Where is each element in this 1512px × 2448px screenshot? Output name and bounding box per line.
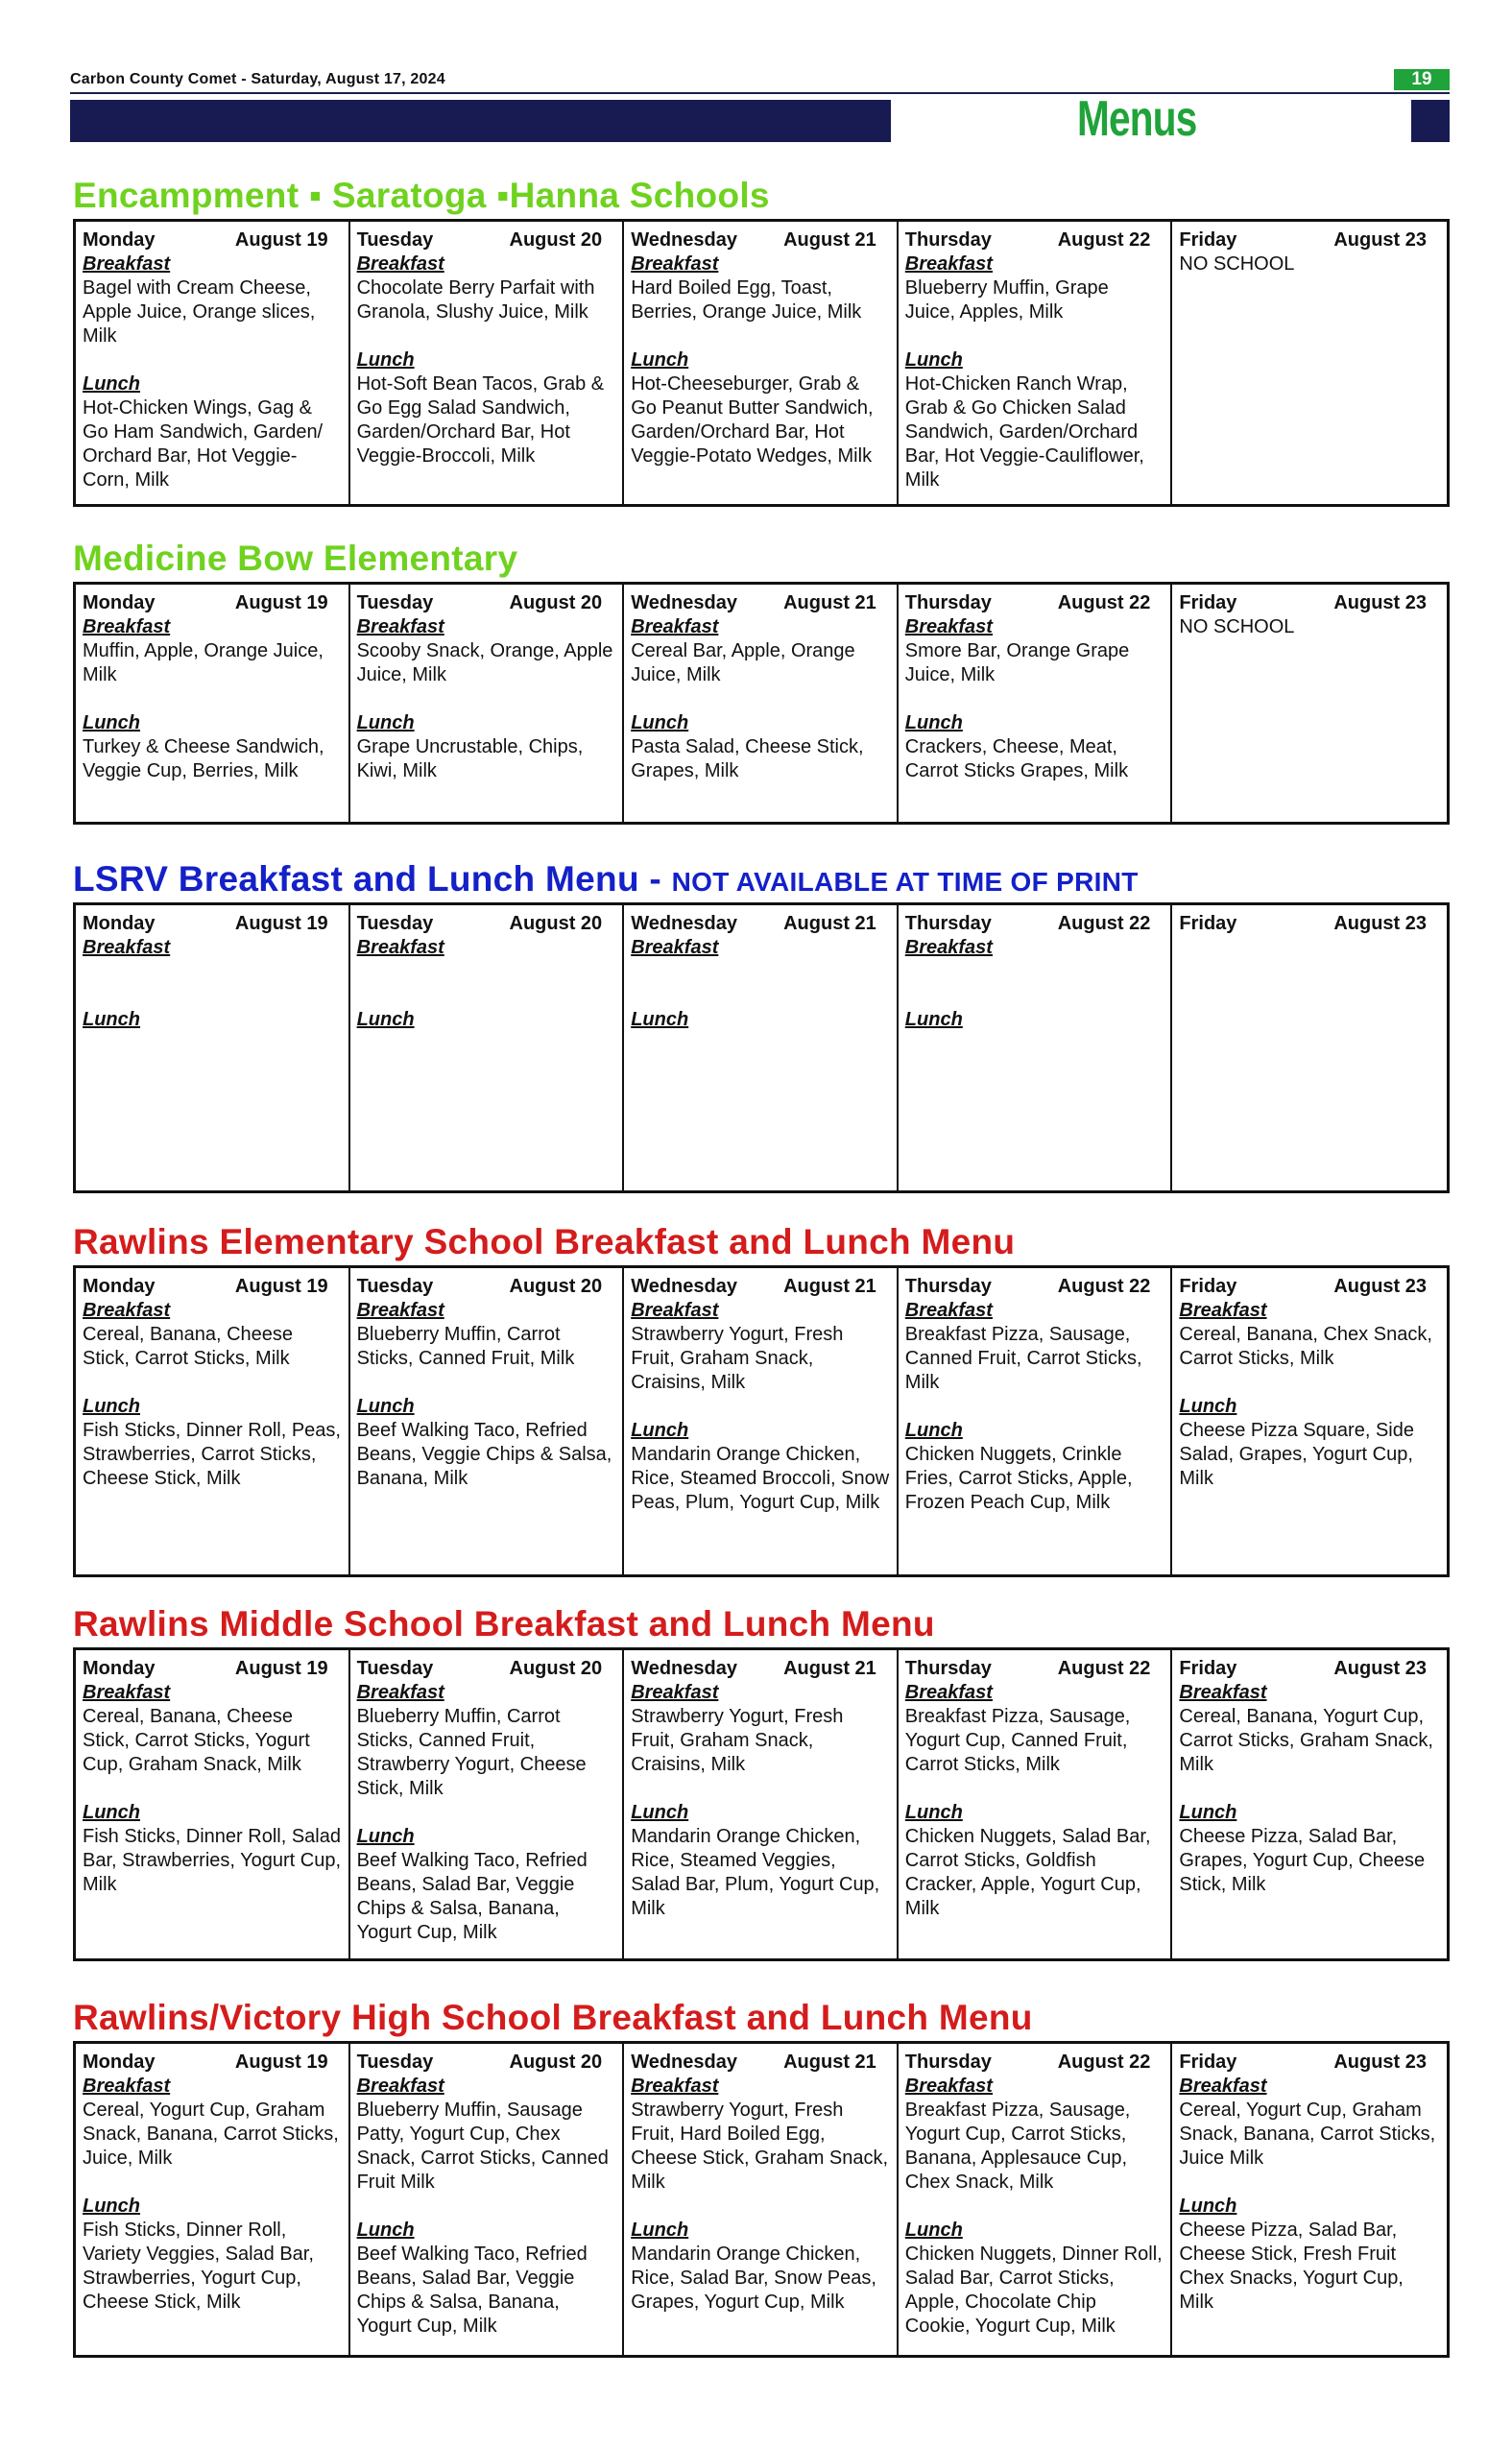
day-name: Thursday <box>904 592 992 613</box>
breakfast-items: Breakfast Pizza, Sausage, Yogurt Cup, Canned Fruit, Carrot Sticks, Milk <box>904 1706 1131 1775</box>
lunch-label: Lunch <box>1179 2196 1237 2217</box>
lunch-label: Lunch <box>631 1802 689 1823</box>
breakfast-items: Cereal, Yogurt Cup, Graham Snack, Banana, Carrot Sticks, Juice, Milk <box>83 2100 339 2169</box>
breakfast-label: Breakfast <box>83 937 171 958</box>
lunch-label: Lunch <box>1179 1396 1237 1417</box>
day-cell-tuesday <box>350 905 625 1190</box>
breakfast-label: Breakfast <box>83 2076 171 2097</box>
day-name: Tuesday <box>356 229 434 251</box>
day-name: Friday <box>1179 229 1237 251</box>
lunch-items: Beef Walking Taco, Refried Beans, Veggie Chips & Salsa, Banana, Milk <box>356 1420 612 1489</box>
breakfast-label: Breakfast <box>356 253 444 275</box>
breakfast-items: Cereal, Banana, Cheese Stick, Carrot Sticks, Milk <box>83 1324 294 1369</box>
lunch-label: Lunch <box>83 1802 140 1823</box>
section-title-text: Rawlins/Victory High School Breakfast and Lunch Menu <box>73 1998 1033 2037</box>
day-name: Thursday <box>904 2052 992 2073</box>
day-date: August 20 <box>509 592 603 613</box>
breakfast-items: Breakfast Pizza, Sausage, Canned Fruit, Carrot Sticks, Milk <box>904 1324 1142 1393</box>
day-name: Monday <box>83 913 156 934</box>
day-header <box>905 228 1164 252</box>
day-date: August 21 <box>783 1658 876 1679</box>
breakfast-label: Breakfast <box>1179 1682 1267 1703</box>
breakfast-label: Breakfast <box>904 1682 993 1703</box>
breakfast-label: Breakfast <box>1179 1300 1267 1321</box>
section-title-text: LSRV Breakfast and Lunch Menu - <box>73 859 672 899</box>
day-cell-thursday <box>899 1268 1173 1574</box>
day-header <box>83 591 342 615</box>
day-cell-wednesday <box>624 1650 899 1958</box>
lunch-label: Lunch <box>631 2220 689 2241</box>
menu-grid <box>73 219 1450 507</box>
day-cell-friday <box>1172 585 1447 822</box>
day-header <box>83 2051 342 2075</box>
day-cell-monday <box>76 905 350 1190</box>
day-date: August 20 <box>509 1276 603 1297</box>
breakfast-label: Breakfast <box>904 1300 993 1321</box>
day-cell-wednesday <box>624 2044 899 2355</box>
breakfast-label: Breakfast <box>83 253 171 275</box>
breakfast-items: Blueberry Muffin, Carrot Sticks, Canned Fruit, Strawberry Yogurt, Cheese Stick, Milk <box>356 1706 587 1799</box>
school-section-0 <box>73 173 1450 507</box>
breakfast-label: Breakfast <box>1179 2076 1267 2097</box>
day-header <box>357 2051 616 2075</box>
lunch-items: Chicken Nuggets, Crinkle Fries, Carrot Sticks, Apple, Frozen Peach Cup, Milk <box>904 1444 1133 1513</box>
breakfast-label: Breakfast <box>83 616 171 637</box>
lunch-items: Mandarin Orange Chicken, Rice, Steamed Veggies, Salad Bar, Plum, Yogurt Cup, Milk <box>631 1826 880 1919</box>
day-cell-monday <box>76 1650 350 1958</box>
header-rule <box>70 92 1450 94</box>
day-date: August 23 <box>1333 1658 1427 1679</box>
day-cell-monday <box>76 222 350 504</box>
breakfast-items: Cereal, Banana, Chex Snack, Carrot Sticks, Milk <box>1179 1324 1432 1369</box>
breakfast-items: Breakfast Pizza, Sausage, Yogurt Cup, Carrot Sticks, Banana, Applesauce Cup, Chex Snack, Milk <box>904 2100 1131 2193</box>
day-header <box>1179 2051 1440 2075</box>
breakfast-items: Strawberry Yogurt, Fresh Fruit, Graham Snack, Craisins, Milk <box>631 1324 844 1393</box>
school-section-3 <box>73 1219 1450 1577</box>
breakfast-label: Breakfast <box>631 937 719 958</box>
day-header <box>357 912 616 936</box>
breakfast-label: Breakfast <box>356 2076 444 2097</box>
day-date: August 23 <box>1333 1276 1427 1297</box>
day-header <box>631 2051 890 2075</box>
lunch-items: Hot-Cheeseburger, Grab & Go Peanut Butter Sandwich, Garden/Orchard Bar, Hot Veggie-Potato Wedges, Milk <box>631 373 874 467</box>
day-header <box>1179 1275 1440 1299</box>
breakfast-items: Cereal, Banana, Cheese Stick, Carrot Sticks, Yogurt Cup, Graham Snack, Milk <box>83 1706 310 1775</box>
breakfast-label: Breakfast <box>631 2076 719 2097</box>
newspaper-header-line: Carbon County Comet - Saturday, August 17, 2024 <box>70 71 445 87</box>
day-cell-wednesday <box>624 585 899 822</box>
breakfast-items: Blueberry Muffin, Sausage Patty, Yogurt Cup, Chex Snack, Carrot Sticks, Canned Fruit Milk <box>356 2100 609 2193</box>
day-cell-thursday <box>899 585 1173 822</box>
day-header <box>1179 591 1440 615</box>
menus-title: Menus <box>1077 91 1197 147</box>
day-name: Monday <box>83 1658 156 1679</box>
lunch-label: Lunch <box>904 712 963 733</box>
lunch-items: Grape Uncrustable, Chips, Kiwi, Milk <box>356 736 584 781</box>
lunch-label: Lunch <box>356 712 415 733</box>
breakfast-items: Chocolate Berry Parfait with Granola, Slushy Juice, Milk <box>356 277 595 323</box>
lunch-label: Lunch <box>904 1420 963 1441</box>
day-header <box>357 1275 616 1299</box>
lunch-items: Beef Walking Taco, Refried Beans, Salad Bar, Veggie Chips & Salsa, Banana, Yogurt Cup, Milk <box>356 1850 588 1943</box>
lunch-items: Hot-Chicken Wings, Gag & Go Ham Sandwich, Garden/ Orchard Bar, Hot Veggie-Corn, Milk <box>83 397 324 491</box>
day-name: Tuesday <box>356 1658 434 1679</box>
lunch-label: Lunch <box>356 1396 415 1417</box>
lunch-items: Chicken Nuggets, Dinner Roll, Salad Bar, Carrot Sticks, Apple, Chocolate Chip Cookie, Yogurt Cup, Milk <box>904 2244 1163 2337</box>
day-name: Wednesday <box>631 913 737 934</box>
day-name: Friday <box>1179 1276 1237 1297</box>
lunch-label: Lunch <box>83 712 140 733</box>
day-name: Wednesday <box>631 1276 737 1297</box>
lunch-items: Hot-Soft Bean Tacos, Grab & Go Egg Salad Sandwich, Garden/Orchard Bar, Hot Veggie-Broccoli, Milk <box>356 373 605 467</box>
breakfast-label: Breakfast <box>356 616 444 637</box>
school-section-2 <box>73 856 1450 1193</box>
day-cell-friday <box>1172 222 1447 504</box>
day-cell-monday <box>76 2044 350 2355</box>
section-title-text: Rawlins Elementary School Breakfast and Lunch Menu <box>73 1222 1016 1261</box>
day-name: Friday <box>1179 1658 1237 1679</box>
day-header <box>631 591 890 615</box>
day-header <box>83 912 342 936</box>
day-name: Tuesday <box>356 1276 434 1297</box>
breakfast-items: Blueberry Muffin, Carrot Sticks, Canned Fruit, Milk <box>356 1324 575 1369</box>
day-cell-wednesday <box>624 1268 899 1574</box>
day-date: August 20 <box>509 229 603 251</box>
breakfast-label: Breakfast <box>904 616 993 637</box>
day-header <box>905 1275 1164 1299</box>
day-cell-thursday <box>899 2044 1173 2355</box>
navy-banner <box>70 100 891 142</box>
day-date: August 21 <box>783 2052 876 2073</box>
day-cell-monday <box>76 585 350 822</box>
section-title <box>73 173 1450 219</box>
breakfast-label: Breakfast <box>356 1300 444 1321</box>
day-cell-thursday <box>899 905 1173 1190</box>
section-title-text: Medicine Bow Elementary <box>73 539 518 578</box>
breakfast-label: Breakfast <box>904 253 993 275</box>
section-title <box>73 536 1450 582</box>
breakfast-label: Breakfast <box>631 616 719 637</box>
lunch-items: Fish Sticks, Dinner Roll, Salad Bar, Strawberries, Yogurt Cup, Milk <box>83 1826 342 1895</box>
page-number: 19 <box>1394 69 1450 90</box>
lunch-label: Lunch <box>631 712 689 733</box>
day-name: Monday <box>83 592 156 613</box>
breakfast-items: Muffin, Apple, Orange Juice, Milk <box>83 640 324 685</box>
day-name: Wednesday <box>631 229 737 251</box>
day-date: August 19 <box>234 1658 328 1679</box>
day-name: Wednesday <box>631 2052 737 2073</box>
lunch-items: Beef Walking Taco, Refried Beans, Salad Bar, Veggie Chips & Salsa, Banana, Yogurt Cup, Milk <box>356 2244 588 2337</box>
day-cell-tuesday <box>350 1268 625 1574</box>
day-date: August 22 <box>1057 592 1151 613</box>
day-date: August 19 <box>234 913 328 934</box>
day-header <box>631 1657 890 1681</box>
lunch-label: Lunch <box>631 1420 689 1441</box>
lunch-label: Lunch <box>83 1009 140 1030</box>
lunch-label: Lunch <box>356 1009 415 1030</box>
day-name: Thursday <box>904 229 992 251</box>
menu-grid <box>73 1265 1450 1577</box>
lunch-label: Lunch <box>83 373 140 395</box>
section-title <box>73 1995 1450 2041</box>
day-date: August 21 <box>783 913 876 934</box>
school-section-5 <box>73 1995 1450 2358</box>
section-subtitle: NOT AVAILABLE AT TIME OF PRINT <box>671 867 1139 897</box>
day-header <box>631 1275 890 1299</box>
navy-square <box>1411 100 1450 142</box>
day-date: August 20 <box>509 913 603 934</box>
day-date: August 19 <box>234 1276 328 1297</box>
breakfast-label: Breakfast <box>356 937 444 958</box>
breakfast-items: Cereal, Banana, Yogurt Cup, Carrot Sticks, Graham Snack, Milk <box>1179 1706 1433 1775</box>
day-header <box>905 591 1164 615</box>
menu-grid <box>73 582 1450 825</box>
breakfast-label: Breakfast <box>631 253 719 275</box>
day-header <box>631 912 890 936</box>
section-title <box>73 856 1450 902</box>
breakfast-label: Breakfast <box>83 1300 171 1321</box>
day-date: August 22 <box>1057 1658 1151 1679</box>
lunch-items: Cheese Pizza, Salad Bar, Grapes, Yogurt Cup, Cheese Stick, Milk <box>1179 1826 1426 1895</box>
day-cell-tuesday <box>350 222 625 504</box>
day-header <box>83 1275 342 1299</box>
day-name: Thursday <box>904 913 992 934</box>
day-date: August 20 <box>509 1658 603 1679</box>
lunch-label: Lunch <box>631 1009 689 1030</box>
day-date: August 21 <box>783 1276 876 1297</box>
day-cell-thursday <box>899 1650 1173 1958</box>
lunch-label: Lunch <box>356 1826 415 1847</box>
section-title <box>73 1601 1450 1647</box>
lunch-label: Lunch <box>904 1802 963 1823</box>
day-name: Monday <box>83 229 156 251</box>
day-date: August 23 <box>1333 592 1427 613</box>
day-header <box>905 2051 1164 2075</box>
day-header <box>905 1657 1164 1681</box>
day-header <box>357 228 616 252</box>
lunch-items: Hot-Chicken Ranch Wrap, Grab & Go Chicken Salad Sandwich, Garden/Orchard Bar, Hot Veggie-Cauliflower, Milk <box>904 373 1144 491</box>
breakfast-items: Strawberry Yogurt, Fresh Fruit, Hard Boiled Egg, Cheese Stick, Graham Snack, Milk <box>631 2100 889 2193</box>
breakfast-items: Cereal Bar, Apple, Orange Juice, Milk <box>631 640 855 685</box>
breakfast-label: Breakfast <box>631 1300 719 1321</box>
school-section-4 <box>73 1601 1450 1961</box>
breakfast-label: Breakfast <box>356 1682 444 1703</box>
lunch-label: Lunch <box>631 349 689 371</box>
day-date: August 22 <box>1057 1276 1151 1297</box>
day-cell-friday <box>1172 1650 1447 1958</box>
day-name: Wednesday <box>631 1658 737 1679</box>
day-header <box>1179 1657 1440 1681</box>
breakfast-label: Breakfast <box>904 937 993 958</box>
day-cell-thursday <box>899 222 1173 504</box>
day-date: August 21 <box>783 229 876 251</box>
day-cell-friday <box>1172 2044 1447 2355</box>
day-header <box>357 1657 616 1681</box>
school-section-1 <box>73 536 1450 825</box>
lunch-items: Chicken Nuggets, Salad Bar, Carrot Sticks, Goldfish Cracker, Apple, Yogurt Cup, Milk <box>904 1826 1151 1919</box>
lunch-items: Mandarin Orange Chicken, Rice, Steamed Broccoli, Snow Peas, Plum, Yogurt Cup, Milk <box>631 1444 890 1513</box>
day-header <box>1179 912 1440 936</box>
day-date: August 20 <box>509 2052 603 2073</box>
lunch-label: Lunch <box>904 349 963 371</box>
lunch-items: Crackers, Cheese, Meat, Carrot Sticks Grapes, Milk <box>904 736 1129 781</box>
breakfast-items: Strawberry Yogurt, Fresh Fruit, Graham Snack, Craisins, Milk <box>631 1706 844 1775</box>
breakfast-label: Breakfast <box>631 1682 719 1703</box>
breakfast-label: Breakfast <box>904 2076 993 2097</box>
menu-grid <box>73 1647 1450 1961</box>
day-name: Tuesday <box>356 913 434 934</box>
day-name: Friday <box>1179 913 1237 934</box>
lunch-label: Lunch <box>356 2220 415 2241</box>
lunch-items: Cheese Pizza, Salad Bar, Cheese Stick, Fresh Fruit Chex Snacks, Yogurt Cup, Milk <box>1179 2220 1404 2313</box>
day-cell-friday <box>1172 1268 1447 1574</box>
day-cell-wednesday <box>624 905 899 1190</box>
section-title <box>73 1219 1450 1265</box>
lunch-items: Turkey & Cheese Sandwich, Veggie Cup, Berries, Milk <box>83 736 324 781</box>
day-cell-tuesday <box>350 1650 625 1958</box>
day-date: August 23 <box>1333 229 1427 251</box>
lunch-items: Mandarin Orange Chicken, Rice, Salad Bar, Snow Peas, Grapes, Yogurt Cup, Milk <box>631 2244 876 2313</box>
breakfast-items: Bagel with Cream Cheese, Apple Juice, Orange slices, Milk <box>83 277 316 347</box>
breakfast-items: Scooby Snack, Orange, Apple Juice, Milk <box>356 640 613 685</box>
menu-grid <box>73 2041 1450 2358</box>
day-date: August 19 <box>234 592 328 613</box>
day-cell-tuesday <box>350 585 625 822</box>
day-name: Thursday <box>904 1658 992 1679</box>
day-name: Friday <box>1179 2052 1237 2073</box>
lunch-label: Lunch <box>904 2220 963 2241</box>
day-header <box>83 1657 342 1681</box>
day-date: August 23 <box>1333 913 1427 934</box>
breakfast-label: Breakfast <box>83 1682 171 1703</box>
day-cell-tuesday <box>350 2044 625 2355</box>
day-header <box>631 228 890 252</box>
day-cell-friday <box>1172 905 1447 1190</box>
lunch-items: Fish Sticks, Dinner Roll, Peas, Strawberries, Carrot Sticks, Cheese Stick, Milk <box>83 1420 341 1489</box>
day-date: August 21 <box>783 592 876 613</box>
day-header <box>905 912 1164 936</box>
breakfast-items: NO SCHOOL <box>1179 616 1295 637</box>
day-cell-monday <box>76 1268 350 1574</box>
lunch-label: Lunch <box>1179 1802 1237 1823</box>
day-date: August 19 <box>234 229 328 251</box>
lunch-items: Cheese Pizza Square, Side Salad, Grapes, Yogurt Cup, Milk <box>1179 1420 1414 1489</box>
day-name: Thursday <box>904 1276 992 1297</box>
lunch-items: Fish Sticks, Dinner Roll, Variety Veggies, Salad Bar, Strawberries, Yogurt Cup, Cheese Stick, Milk <box>83 2220 314 2313</box>
day-header <box>357 591 616 615</box>
day-name: Tuesday <box>356 592 434 613</box>
day-name: Tuesday <box>356 2052 434 2073</box>
day-date: August 22 <box>1057 229 1151 251</box>
lunch-label: Lunch <box>83 2196 140 2217</box>
breakfast-items: Smore Bar, Orange Grape Juice, Milk <box>904 640 1130 685</box>
breakfast-items: Blueberry Muffin, Grape Juice, Apples, Milk <box>904 277 1109 323</box>
breakfast-items: Cereal, Yogurt Cup, Graham Snack, Banana, Carrot Sticks, Juice Milk <box>1179 2100 1436 2169</box>
day-date: August 22 <box>1057 2052 1151 2073</box>
breakfast-items: Hard Boiled Egg, Toast, Berries, Orange Juice, Milk <box>631 277 862 323</box>
day-date: August 22 <box>1057 913 1151 934</box>
lunch-label: Lunch <box>904 1009 963 1030</box>
day-date: August 19 <box>234 2052 328 2073</box>
day-header <box>83 228 342 252</box>
day-name: Monday <box>83 1276 156 1297</box>
day-date: August 23 <box>1333 2052 1427 2073</box>
menu-grid <box>73 902 1450 1193</box>
day-name: Wednesday <box>631 592 737 613</box>
day-name: Friday <box>1179 592 1237 613</box>
day-cell-wednesday <box>624 222 899 504</box>
lunch-label: Lunch <box>83 1396 140 1417</box>
lunch-label: Lunch <box>356 349 415 371</box>
breakfast-items: NO SCHOOL <box>1179 253 1295 275</box>
lunch-items: Pasta Salad, Cheese Stick, Grapes, Milk <box>631 736 864 781</box>
section-title-text: Rawlins Middle School Breakfast and Lunch Menu <box>73 1604 935 1644</box>
day-header <box>1179 228 1440 252</box>
day-name: Monday <box>83 2052 156 2073</box>
section-title-text: Encampment ▪ Saratoga ▪Hanna Schools <box>73 176 770 215</box>
